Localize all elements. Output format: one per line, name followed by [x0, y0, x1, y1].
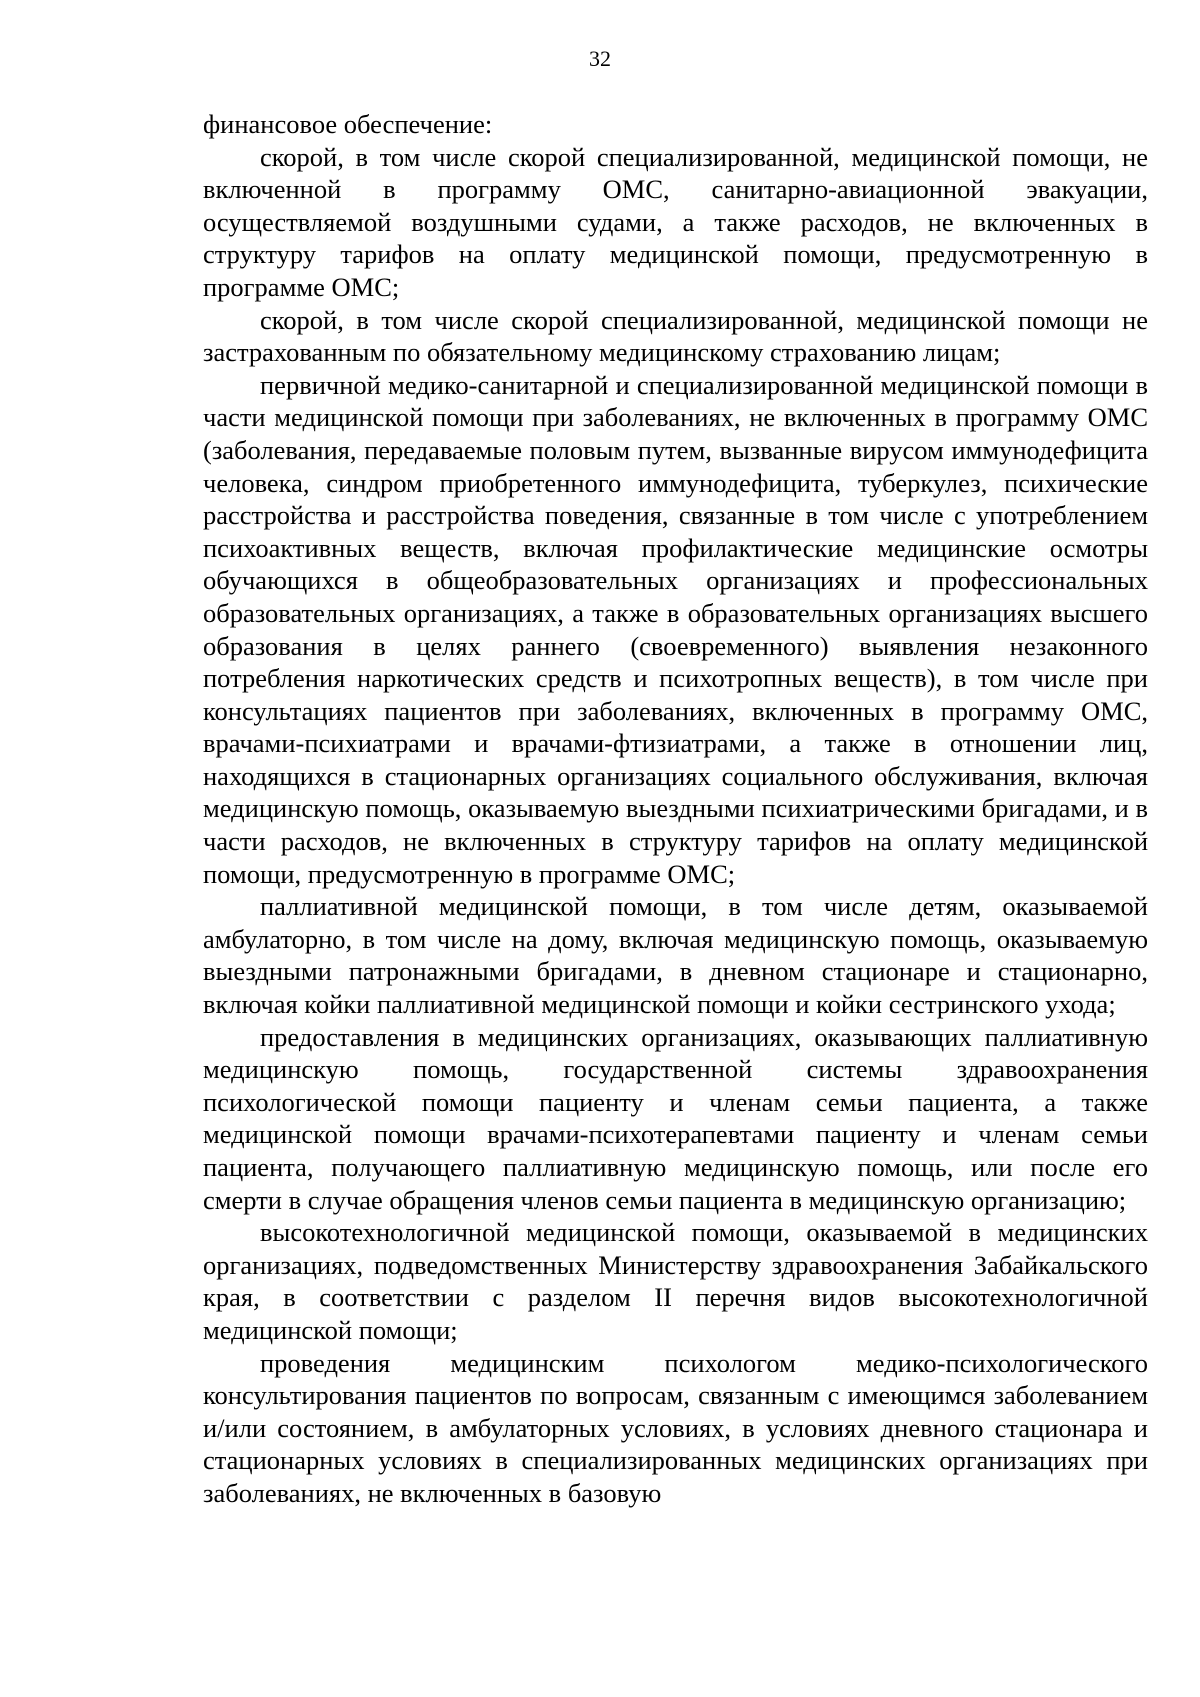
- paragraph-high-tech-care: высокотехнологичной медицинской помощи, оказываемой в медицинских организациях, подведомственных Министерству здравоохранения Забайкальского края, в соответствии с разделом II перечня видов высокотехнологичной медицинской помощи;: [203, 1217, 1148, 1345]
- paragraph-intro: финансовое обеспечение:: [203, 109, 493, 139]
- paragraph-psychologist-consulting: проведения медицинским психологом медико-психологического консультирования пациентов по вопросам, связанным с имеющимся заболеванием и/или состоянием, в амбулаторных условиях, в условиях дневного стационара и стационарных условиях в специализированных медицинских организациях при заболеваниях, не включенных в базовую: [203, 1347, 1148, 1508]
- paragraph-psychological-help: предоставления в медицинских организациях, оказывающих паллиативную медицинскую помощь, государственной системы здравоохранения психологической помощи пациенту и членам семьи пациента, а также медицинской помощи врачами-психотерапевтами пациенту и членам семьи пациента, получающего паллиативную медицинскую помощь, или после его смерти в случае обращения членов семьи пациента в медицинскую организацию;: [203, 1021, 1148, 1215]
- paragraph-primary-specialized-care: первичной медико-санитарной и специализированной медицинской помощи в части медицинской помощи при заболеваниях, не включенных в программу ОМС (заболевания, передаваемые половым путем, вызванные вирусом иммунодефицита человека, синдром приобретенного иммунодефицита, туберкулез, психические расстройства и расстройства поведения, связанные в том числе с употреблением психоактивных веществ, включая профилактические медицинские осмотры обучающихся в общеобразовательных организациях и профессиональных образовательных организациях, а также в образовательных организациях высшего образования в целях раннего (своевременного) выявления незаконного потребления наркотических средств и психотропных веществ), в том числе при консультациях пациентов при заболеваниях, включенных в программу ОМС, врачами-психиатрами и врачами-фтизиатрами, а также в отношении лиц, находящихся в стационарных организациях социального обслуживания, включая медицинскую помощь, оказываемую выездными психиатрическими бригадами, и в части расходов, не включенных в структуру тарифов на оплату медицинской помощи, предусмотренную в программе ОМС;: [203, 369, 1148, 889]
- document-body: [203, 108, 1148, 1510]
- paragraph-palliative-care: паллиативной медицинской помощи, в том числе детям, оказываемой амбулаторно, в том числе на дому, включая медицинскую помощь, оказываемую выездными патронажными бригадами, в дневном стационаре и стационарно, включая койки паллиативной медицинской помощи и койки сестринского ухода;: [203, 891, 1148, 1020]
- page-number: 32: [589, 46, 611, 71]
- paragraph-emergency-care: скорой, в том числе скорой специализированной, медицинской помощи, не включенной в программу ОМС, санитарно-авиационной эвакуации, осуществляемой воздушными судами, а также расходов, не включенных в структуру тарифов на оплату медицинской помощи, предусмотренную в программе ОМС;: [203, 141, 1148, 302]
- paragraph-emergency-uninsured: скорой, в том числе скорой специализированной, медицинской помощи не застрахованным по обязательному медицинскому страхованию лицам;: [203, 304, 1148, 368]
